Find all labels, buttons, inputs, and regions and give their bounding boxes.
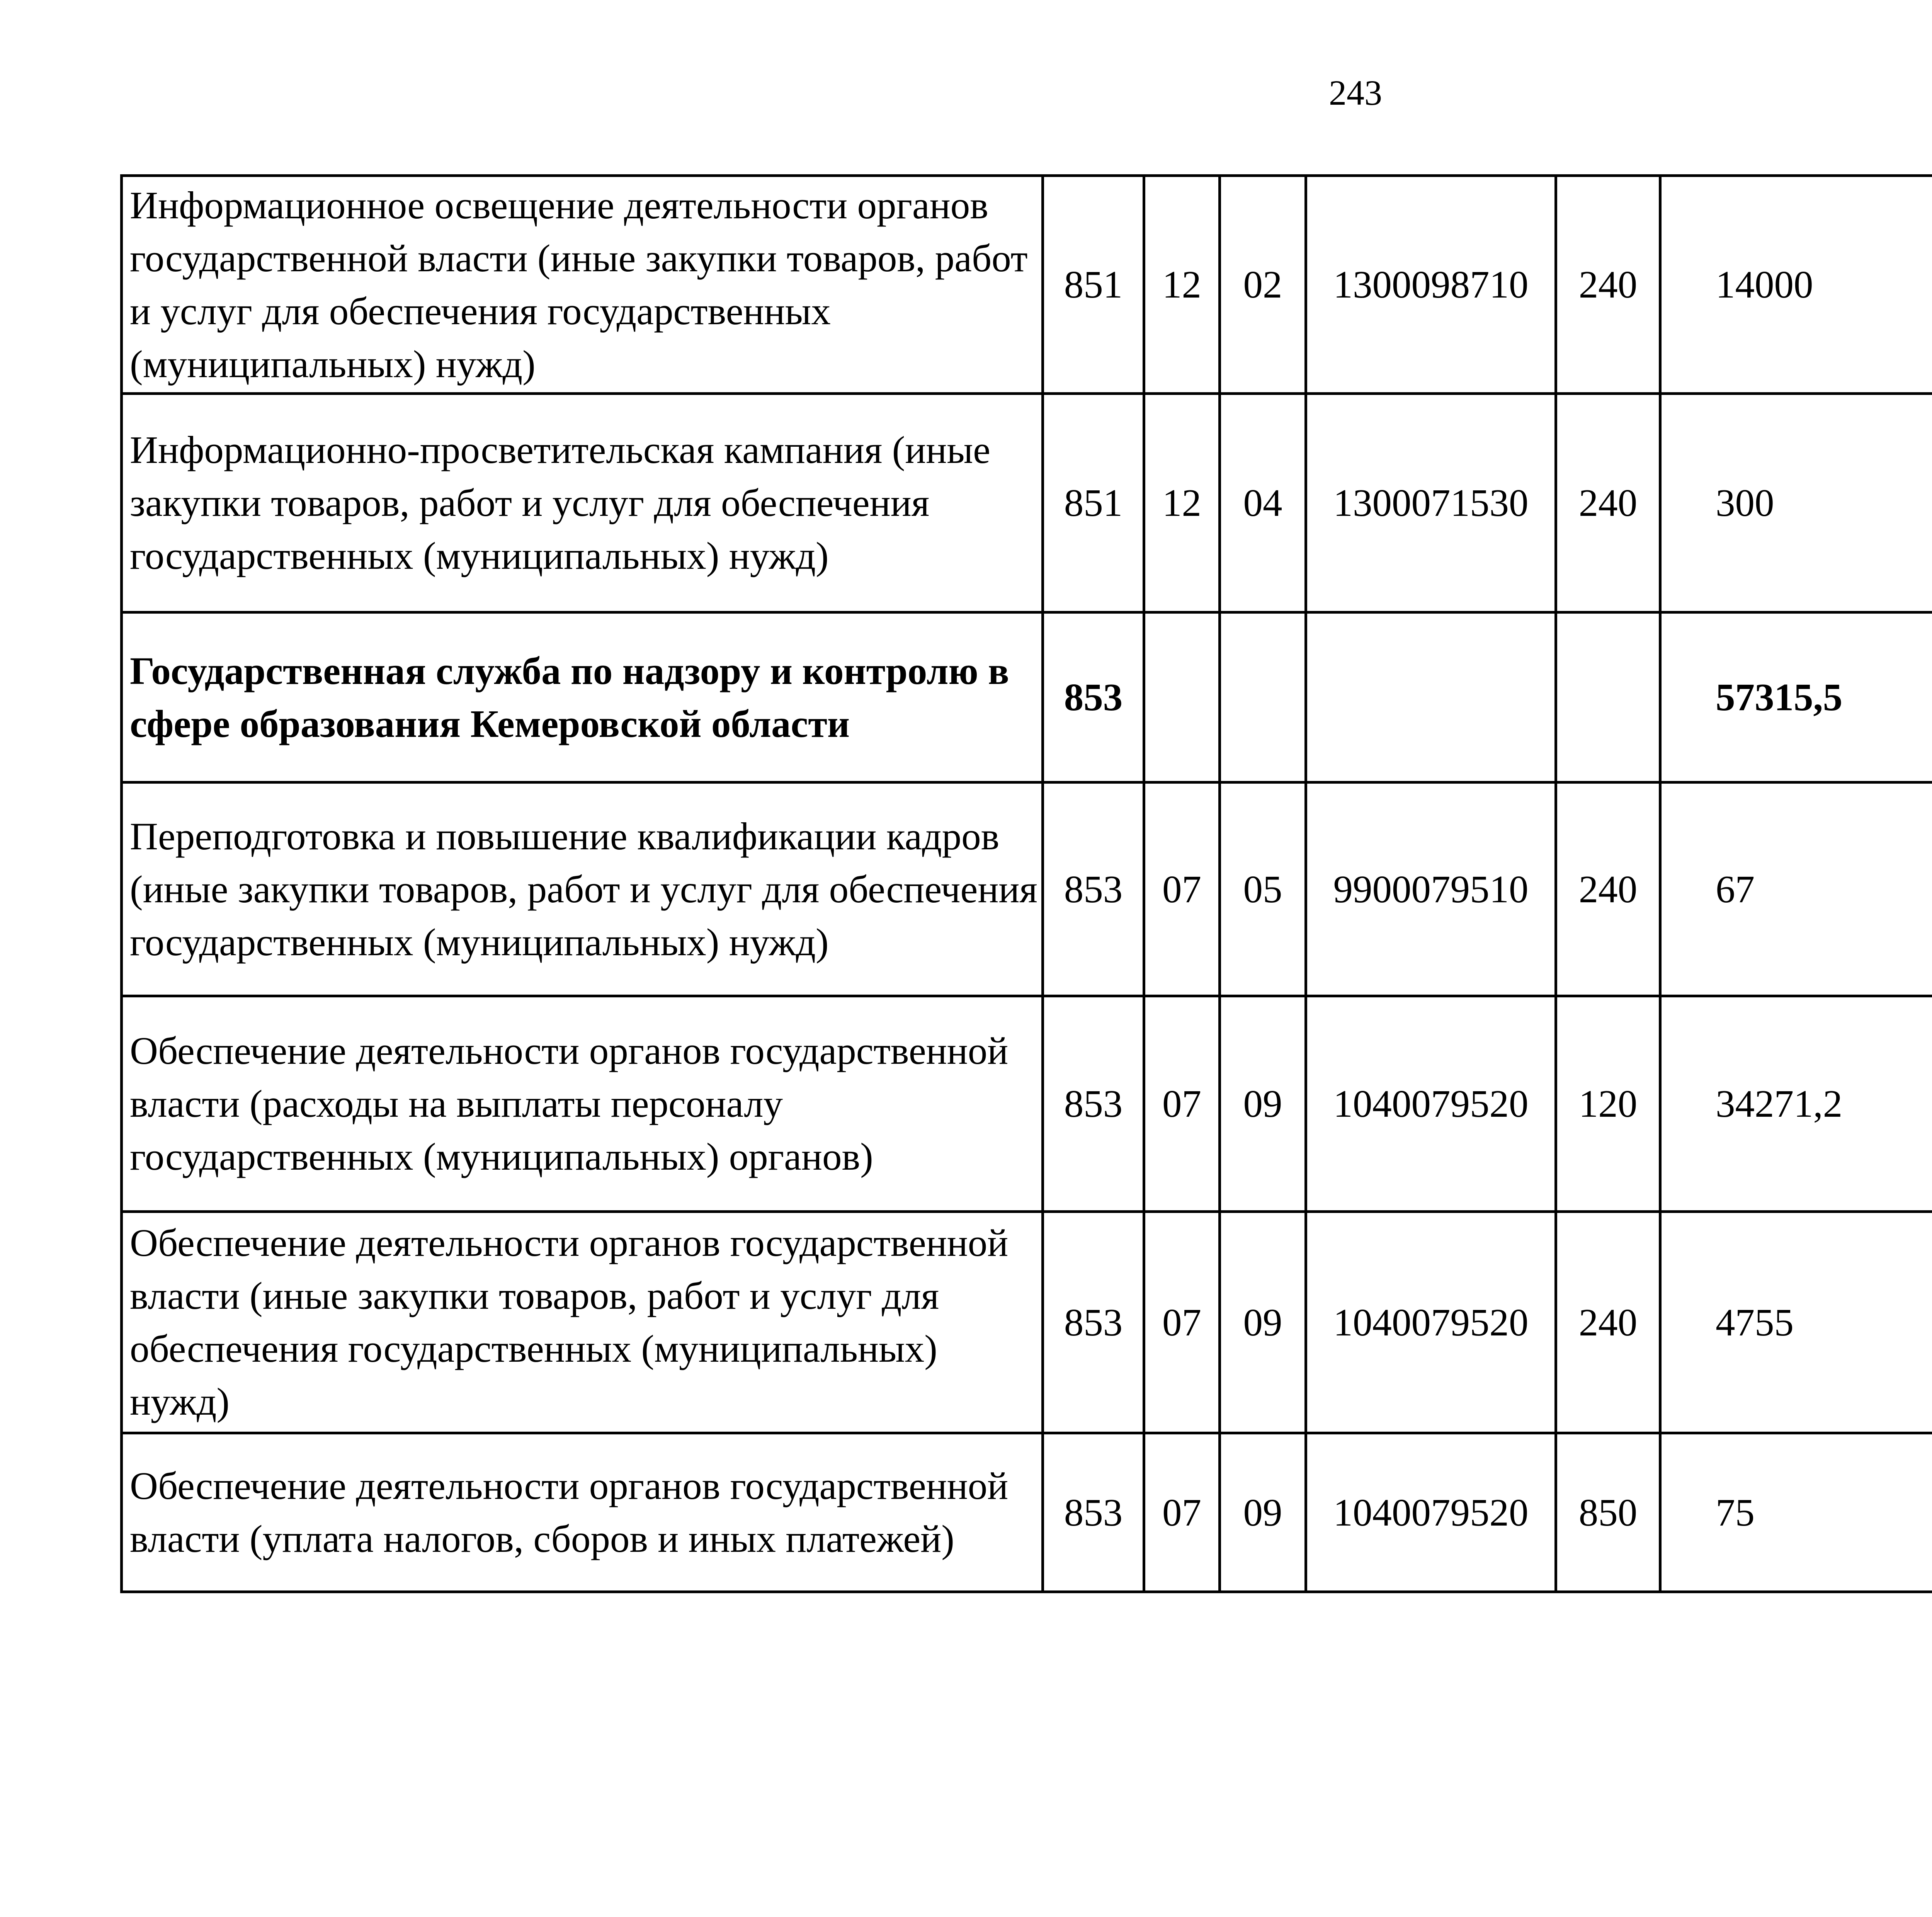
ministry-code: 853 — [1043, 612, 1144, 782]
expense-type-code: 120 — [1556, 996, 1660, 1212]
table-row — [122, 996, 1932, 1212]
ministry-code: 853 — [1043, 996, 1144, 1212]
amount-1: 4755 — [1660, 1212, 1932, 1433]
row-description: Обеспечение деятельности органов государственной власти (расходы на выплаты персоналу государственных (муниципальных) органов) — [122, 996, 1043, 1212]
subsection-code: 09 — [1220, 1433, 1306, 1592]
ministry-code: 853 — [1043, 1433, 1144, 1592]
row-description: Обеспечение деятельности органов государственной власти (иные закупки товаров, работ и услуг для обеспечения государственных (муниципальных) нужд) — [122, 1212, 1043, 1433]
section-code: 12 — [1144, 176, 1220, 394]
subsection-code: 04 — [1220, 394, 1306, 612]
table-row — [122, 1212, 1932, 1433]
subsection-code: 02 — [1220, 176, 1306, 394]
row-description: Информационно-просветительская кампания (иные закупки товаров, работ и услуг для обеспечения государственных (муниципальных) нужд) — [122, 394, 1043, 612]
section-code: 07 — [1144, 1212, 1220, 1433]
table-row — [122, 782, 1932, 996]
expense-type-code: 240 — [1556, 1212, 1660, 1433]
amount-1: 57315,5 — [1660, 612, 1932, 782]
amount-1: 300 — [1660, 394, 1932, 612]
table-row — [122, 612, 1932, 782]
target-article-code — [1306, 612, 1556, 782]
section-code: 07 — [1144, 1433, 1220, 1592]
section-code: 12 — [1144, 394, 1220, 612]
ministry-code: 851 — [1043, 394, 1144, 612]
row-description: Государственная служба по надзору и контролю в сфере образования Кемеровской области — [122, 612, 1043, 782]
subsection-code: 09 — [1220, 996, 1306, 1212]
table-row — [122, 1433, 1932, 1592]
target-article-code: 1040079520 — [1306, 1433, 1556, 1592]
ministry-code: 853 — [1043, 782, 1144, 996]
expense-type-code: 850 — [1556, 1433, 1660, 1592]
subsection-code — [1220, 612, 1306, 782]
amount-1: 75 — [1660, 1433, 1932, 1592]
expense-type-code — [1556, 612, 1660, 782]
target-article-code: 1040079520 — [1306, 1212, 1556, 1433]
budget-table — [120, 174, 1932, 1593]
amount-1: 14000 — [1660, 176, 1932, 394]
target-article-code: 1300098710 — [1306, 176, 1556, 394]
target-article-code: 1300071530 — [1306, 394, 1556, 612]
section-code: 07 — [1144, 996, 1220, 1212]
amount-1: 34271,2 — [1660, 996, 1932, 1212]
section-code: 07 — [1144, 782, 1220, 996]
subsection-code: 05 — [1220, 782, 1306, 996]
ministry-code: 851 — [1043, 176, 1144, 394]
target-article-code: 9900079510 — [1306, 782, 1556, 996]
amount-1: 67 — [1660, 782, 1932, 996]
page-number: 243 — [1329, 73, 1382, 112]
row-description: Переподготовка и повышение квалификации кадров (иные закупки товаров, работ и услуг для обеспечения государственных (муниципальных) нужд) — [122, 782, 1043, 996]
target-article-code: 1040079520 — [1306, 996, 1556, 1212]
expense-type-code: 240 — [1556, 782, 1660, 996]
subsection-code: 09 — [1220, 1212, 1306, 1433]
row-description: Информационное освещение деятельности органов государственной власти (иные закупки товаров, работ и услуг для обеспечения государственных (муниципальных) нужд) — [122, 176, 1043, 394]
ministry-code: 853 — [1043, 1212, 1144, 1433]
expense-type-code: 240 — [1556, 394, 1660, 612]
expense-type-code: 240 — [1556, 176, 1660, 394]
table-row — [122, 394, 1932, 612]
row-description: Обеспечение деятельности органов государственной власти (уплата налогов, сборов и иных платежей) — [122, 1433, 1043, 1592]
table-row — [122, 176, 1932, 394]
section-code — [1144, 612, 1220, 782]
